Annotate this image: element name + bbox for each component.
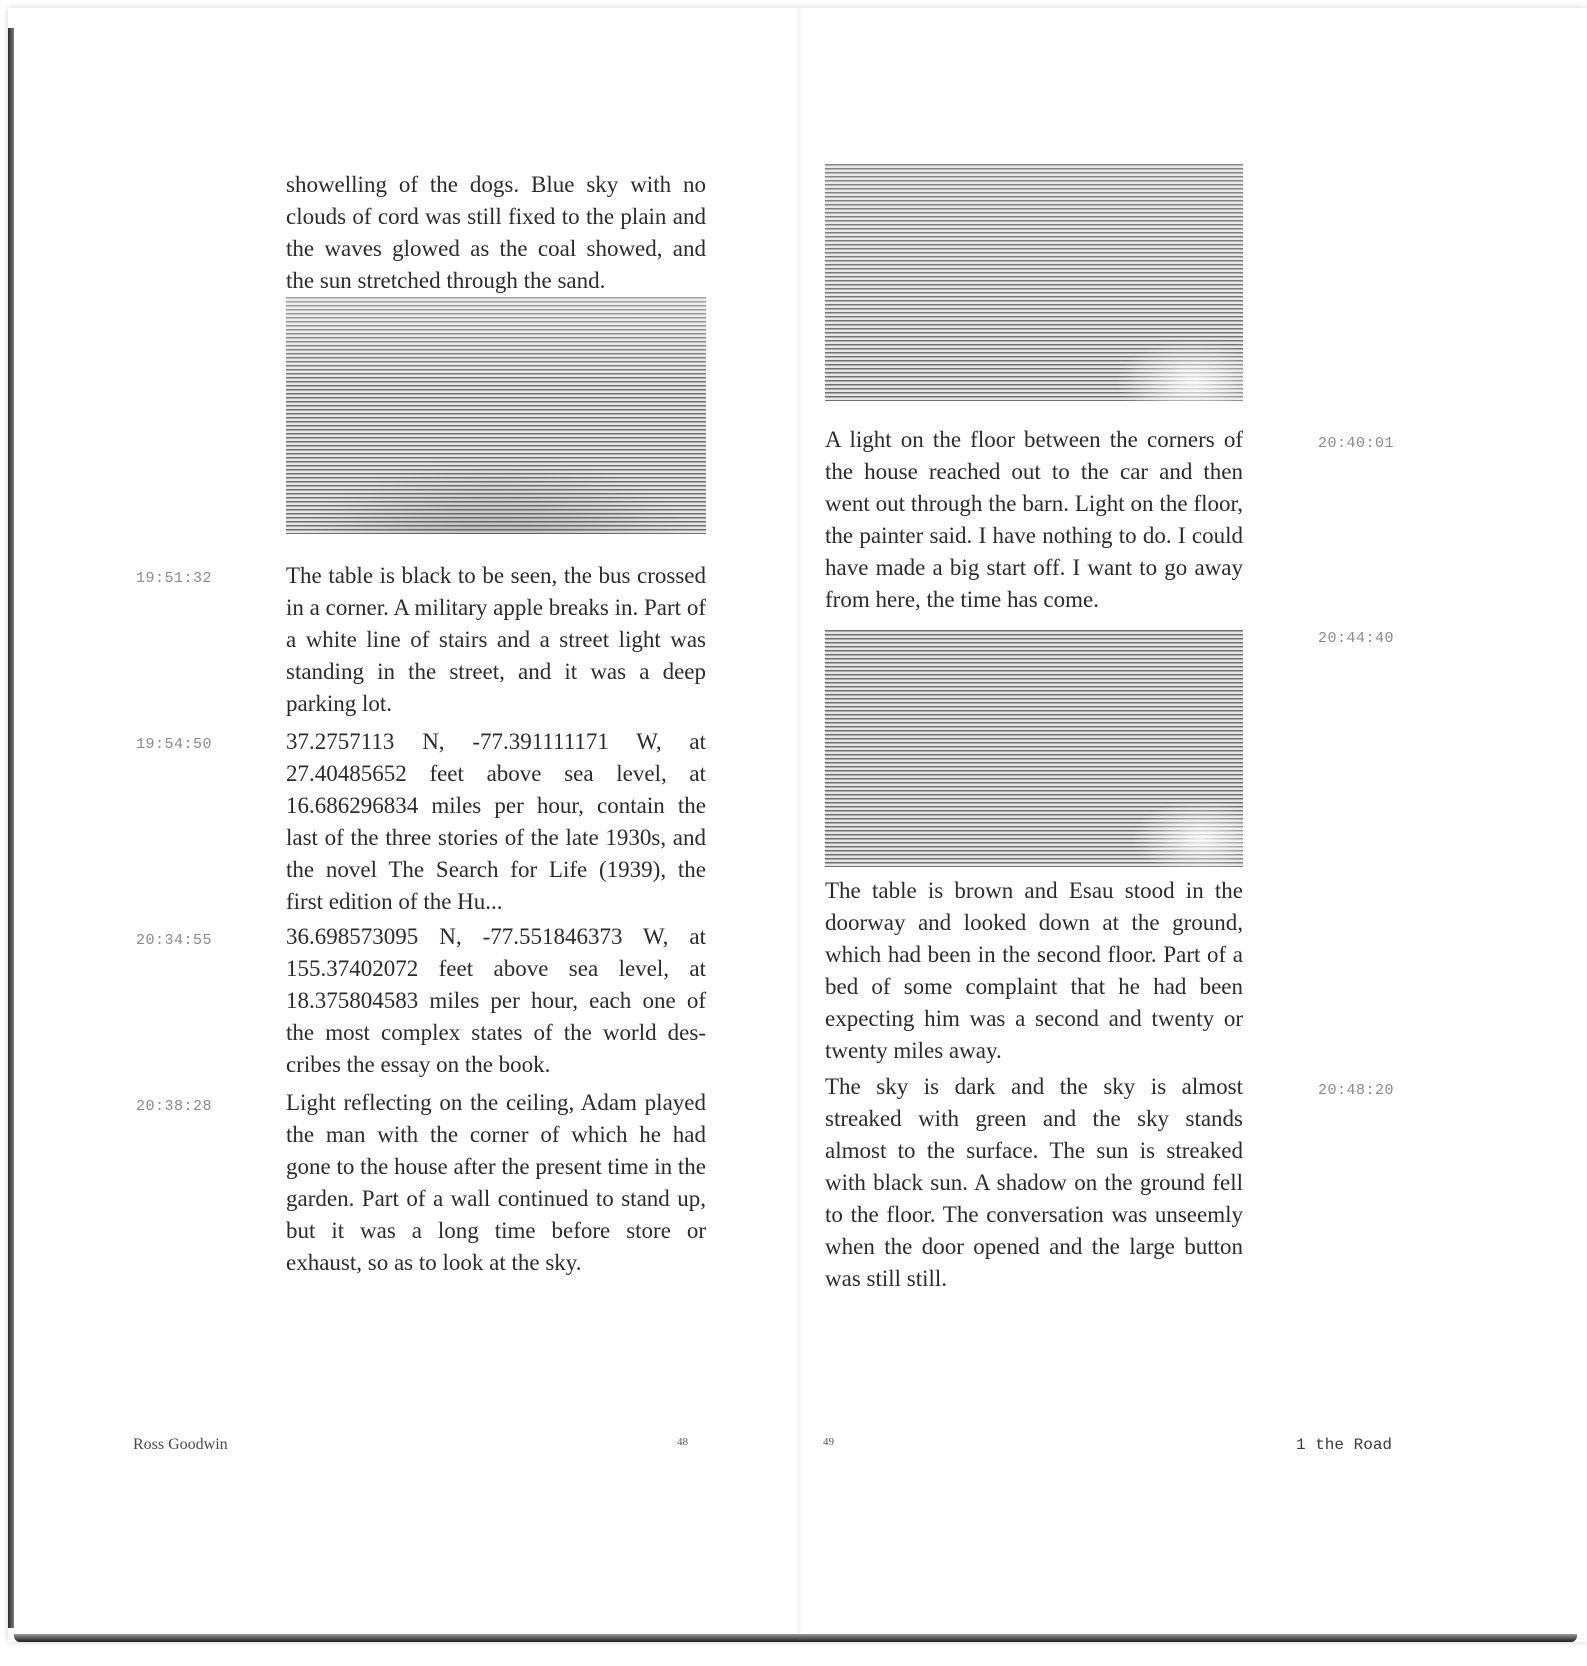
right-paragraph-1: A light on the floor between the corners of the house reached out to the car and then went out through the barn. Light on the floor, the painter said. I have nothing to do. I could have made a big start off. I want to go away from here, the time has come. [825, 427, 1243, 612]
timestamp-left-2: 19:54:50 [136, 736, 213, 753]
left-paragraph-3: 37.2757113 N, -77.391111171 W, at 27.40485652 feet above sea level, at 16.686296834 miles per hour, contain the last of the three stories of the late 1930s, and the novel The Search for Life (1939), the first edition of the Hu... [286, 729, 706, 914]
left-paragraph-4: 36.698573095 N, -77.551846373 W, at 155.37402072 feet above sea level, at 18.375804583 miles per hour, each one of the most complex states of the world des-cribes the essay on the book. [286, 924, 706, 1077]
book-bottom-edge [14, 1634, 1577, 1642]
page-number-right: 49 [823, 1436, 834, 1448]
book-left-edge [8, 28, 14, 1628]
scanline-image-upper [825, 164, 1243, 401]
left-paragraph-2: The table is black to be seen, the bus crossed in a corner. A military apple breaks in. Part of a white line of stairs and a street light was standing in the street, and it was a deep parking lot. [286, 563, 706, 716]
timestamp-right-2: 20:44:40 [1318, 630, 1395, 647]
footer-author: Ross Goodwin [133, 1436, 228, 1453]
left-paragraph-1: showelling of the dogs. Blue sky with no clouds of cord was still fixed to the plain and the waves glowed as the coal showed, and the sun stretched through the sand. [286, 172, 706, 293]
right-paragraph-2: The table is brown and Esau stood in the doorway and looked down at the ground, which had been in the second floor. Part of a bed of some complaint that he had been expecting him was a second and twenty or twenty miles away. [825, 878, 1243, 1063]
left-paragraph-5: Light reflecting on the ceiling, Adam played the man with the corner of which he had gone to the house after the present time in the garden. Part of a wall continued to stand up, but it was a long time before store or exhaust, so as to look at the sky. [286, 1090, 706, 1275]
page-number-left: 48 [677, 1436, 688, 1448]
timestamp-left-4: 20:38:28 [136, 1098, 213, 1115]
footer-title: 1 the Road [1296, 1436, 1393, 1454]
timestamp-left-3: 20:34:55 [136, 932, 213, 949]
right-paragraph-3: The sky is dark and the sky is almost streaked with green and the sky stands almost to the surface. The sun is streaked with black sun. A shadow on the ground fell to the floor. The conversation was unseemly when the door opened and the large button was still still. [825, 1074, 1243, 1291]
scanline-image-lower [825, 630, 1243, 867]
scanline-image-mountain [286, 297, 706, 534]
timestamp-left-1: 19:51:32 [136, 570, 213, 587]
timestamp-right-3: 20:48:20 [1318, 1082, 1395, 1099]
book-gutter [796, 8, 802, 1634]
book-spread [8, 8, 1587, 1642]
timestamp-right-1: 20:40:01 [1318, 435, 1395, 452]
